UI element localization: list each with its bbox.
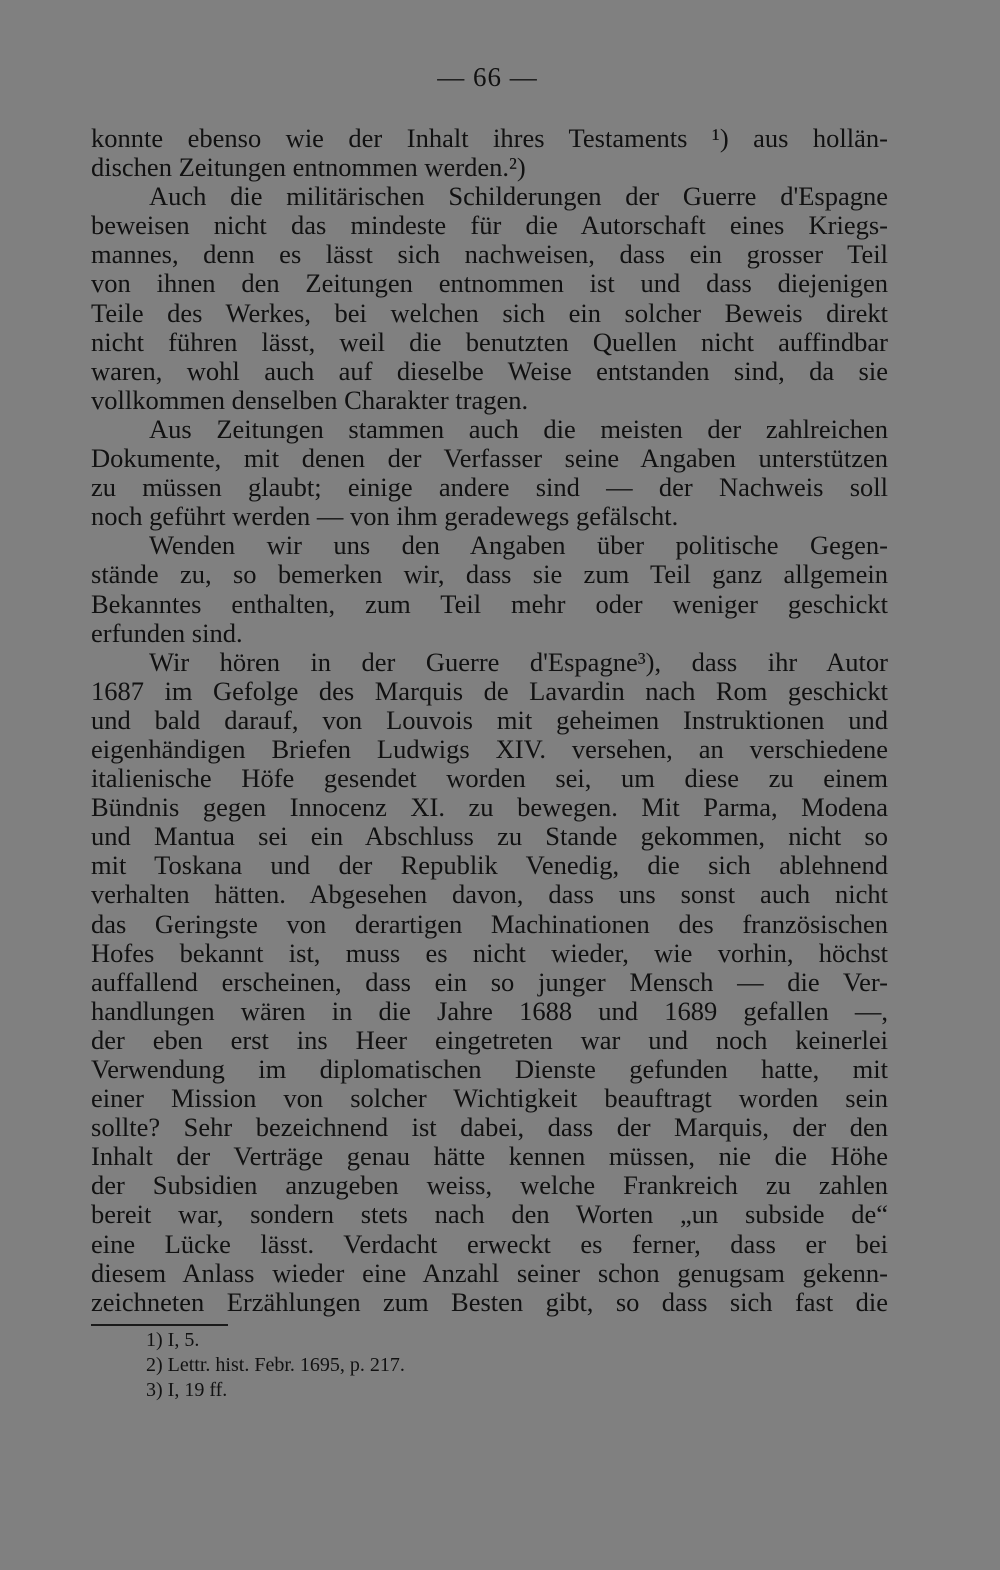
text-line: Dokumente, mit denen der Verfasser seine Angaben unterstützen	[91, 443, 888, 474]
text-line: Wir hören in der Guerre d'Espagne³), dass ihr Autor	[149, 646, 888, 677]
text-line: Bekanntes enthalten, zum Teil mehr oder weniger geschickt	[91, 588, 888, 619]
text-line: verhalten hätten. Abgesehen davon, dass uns sonst auch nicht	[91, 879, 888, 910]
text-line: der Subsidien anzugeben weiss, welche Frankreich zu zahlen	[91, 1170, 888, 1201]
text-line: diesem Anlass wieder eine Anzahl seiner schon genugsam gekenn-	[91, 1257, 888, 1288]
text-line: sollte? Sehr bezeichnend ist dabei, dass der Marquis, der den	[91, 1112, 888, 1143]
text-line: vollkommen denselben Charakter tragen.	[91, 384, 529, 415]
text-line: stände zu, so bemerken wir, dass sie zum Teil ganz allgemein	[91, 559, 888, 590]
footnote: 3) I, 19 ff.	[146, 1379, 228, 1401]
text-line: und Mantua sei ein Abschluss zu Stande gekommen, nicht so	[91, 821, 888, 852]
text-line: 1687 im Gefolge des Marquis de Lavardin nach Rom geschickt	[91, 675, 888, 706]
text-line: noch geführt werden — von ihm geradewegs gefälscht.	[91, 501, 679, 532]
footnote: 2) Lettr. hist. Febr. 1695, p. 217.	[146, 1354, 405, 1376]
text-line: Auch die militärischen Schilderungen der Guerre d'Espagne	[149, 181, 888, 212]
text-line: Inhalt der Verträge genau hätte kennen müssen, nie die Höhe	[91, 1141, 888, 1172]
footnote: 1) I, 5.	[146, 1329, 200, 1351]
text-line: italienische Höfe gesendet worden sei, um diese zu einem	[91, 763, 888, 794]
text-line: zu müssen glaubt; einige andere sind — der Nachweis soll	[91, 472, 888, 503]
text-line: beweisen nicht das mindeste für die Autorschaft eines Kriegs-	[91, 210, 888, 241]
text-line: bereit war, sondern stets nach den Worten „un subside de“	[91, 1199, 888, 1230]
text-line: eine Lücke lässt. Verdacht erweckt es ferner, dass er bei	[91, 1228, 888, 1259]
text-line: mit Toskana und der Republik Venedig, die sich ablehnend	[91, 850, 888, 881]
page-number: — 66 —	[437, 62, 538, 92]
text-line: Hofes bekannt ist, muss es nicht wieder, wie vorhin, höchst	[91, 937, 888, 968]
text-line: das Geringste von derartigen Machinationen des französischen	[91, 908, 888, 939]
text-line: und bald darauf, von Louvois mit geheimen Instruktionen und	[91, 704, 888, 735]
body-text	[91, 124, 888, 1317]
text-line: dischen Zeitungen entnommen werden.²)	[91, 152, 526, 183]
text-line: erfunden sind.	[91, 617, 243, 648]
text-line: von ihnen den Zeitungen entnommen ist und dass diejenigen	[91, 268, 888, 299]
text-line: konnte ebenso wie der Inhalt ihres Testaments ¹) aus hollän-	[91, 123, 888, 153]
text-line: waren, wohl auch auf dieselbe Weise entstanden sind, da sie	[91, 355, 888, 386]
text-line: Aus Zeitungen stammen auch die meisten der zahlreichen	[149, 413, 888, 444]
text-line: mannes, denn es lässt sich nachweisen, dass ein grosser Teil	[91, 239, 888, 270]
text-line: Bündnis gegen Innocenz XI. zu bewegen. Mit Parma, Modena	[91, 792, 888, 823]
text-line: Wenden wir uns den Angaben über politische Gegen-	[149, 530, 888, 561]
text-line: handlungen wären in die Jahre 1688 und 1689 gefallen —,	[91, 995, 888, 1026]
text-line: nicht führen lässt, weil die benutzten Quellen nicht auffindbar	[91, 326, 888, 357]
footnote-divider	[91, 1324, 228, 1326]
text-line: auffallend erscheinen, dass ein so junger Mensch — die Ver-	[91, 966, 888, 997]
footnotes	[146, 1328, 405, 1403]
text-line: der eben erst ins Heer eingetreten war und noch keinerlei	[91, 1024, 888, 1055]
text-line: Teile des Werkes, bei welchen sich ein solcher Beweis direkt	[91, 297, 888, 328]
text-line: Verwendung im diplomatischen Dienste gefunden hatte, mit	[91, 1054, 888, 1084]
text-line: eigenhändigen Briefen Ludwigs XIV. versehen, an verschiedene	[91, 733, 888, 764]
text-line: einer Mission von solcher Wichtigkeit beauftragt worden sein	[91, 1083, 888, 1114]
text-line: zeichneten Erzählungen zum Besten gibt, so dass sich fast die	[91, 1286, 888, 1317]
